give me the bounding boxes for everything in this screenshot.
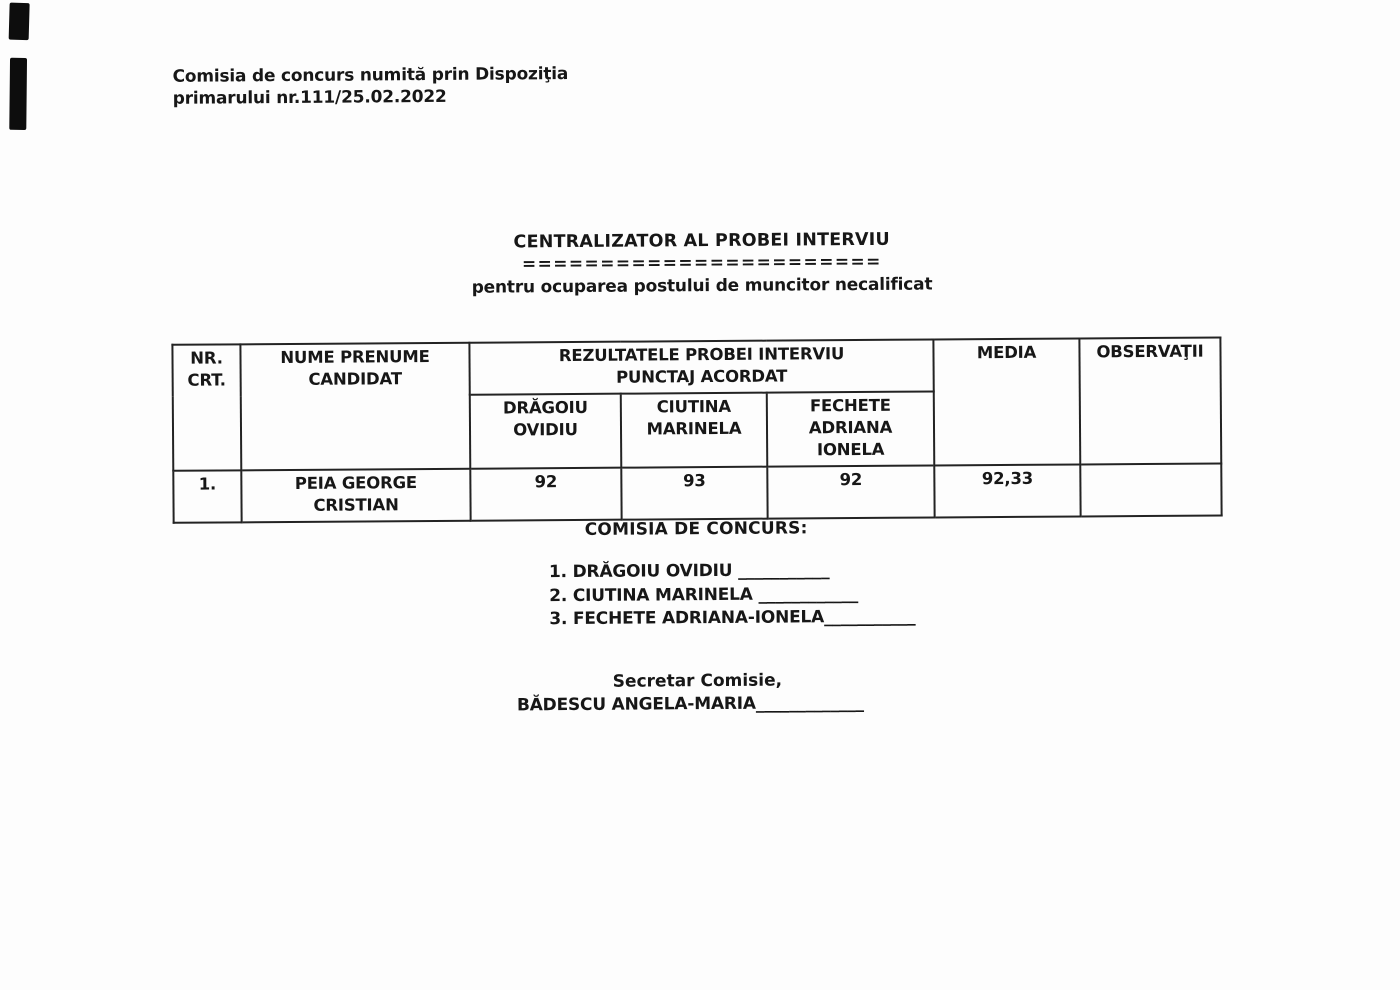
title-underline: ======================= <box>521 251 882 275</box>
commission-disposition-line1: Comisia de concurs numită prin Dispoziţia <box>172 64 569 87</box>
document-subtitle: pentru ocuparea postului de muncitor necalificat <box>471 274 933 298</box>
scan-artifact-mark-bottom <box>9 58 27 130</box>
commission-disposition-header <box>172 63 568 110</box>
commission-member-2: 2. CIUTINA MARINELA ____________ <box>549 583 859 606</box>
commission-member-1: 1. DRĂGOIU OVIDIU ___________ <box>548 560 830 583</box>
commission-disposition-line2: primarului nr.111/25.02.2022 <box>172 86 447 109</box>
cell-media: 92,33 <box>934 464 1080 517</box>
cell-candidate-name: PEIA GEORGE CRISTIAN <box>241 469 470 523</box>
col-header-nr-crt: NR. CRT. <box>172 344 241 470</box>
col-header-evaluator-dragoiu: DRĂGOIU OVIDIU <box>470 394 622 469</box>
col-header-evaluator-fechete: FECHETE ADRIANA IONELA <box>767 391 935 466</box>
col-header-observatii: OBSERVAŢII <box>1079 337 1221 464</box>
results-table <box>171 336 1222 523</box>
col-header-media: MEDIA <box>933 338 1080 465</box>
cell-score-ciutina: 93 <box>621 467 767 520</box>
col-header-evaluator-ciutina: CIUTINA MARINELA <box>621 393 768 468</box>
cell-score-dragoiu: 92 <box>470 468 621 521</box>
commission-heading: COMISIA DE CONCURS: <box>584 518 808 540</box>
commission-member-list <box>549 559 916 632</box>
cell-nr: 1. <box>173 470 241 522</box>
table-header-row-1 <box>172 337 1220 396</box>
secretary-title: Secretar Comisie, <box>612 670 783 692</box>
table-row <box>173 463 1221 522</box>
col-header-results-group: REZULTATELE PROBEI INTERVIU PUNCTAJ ACORDAT <box>469 339 933 394</box>
title-block <box>2 224 1400 304</box>
secretary-signature-line: BĂDESCU ANGELA-MARIA_____________ <box>516 692 864 716</box>
scan-artifact-mark-top <box>9 3 30 41</box>
cell-observatii <box>1080 463 1221 516</box>
document-title: CENTRALIZATOR AL PROBEI INTERVIU <box>513 229 890 253</box>
col-header-candidate: NUME PRENUME CANDIDAT <box>240 343 470 471</box>
commission-member-3: 3. FECHETE ADRIANA-IONELA___________ <box>549 606 916 630</box>
cell-score-fechete: 92 <box>767 465 934 518</box>
